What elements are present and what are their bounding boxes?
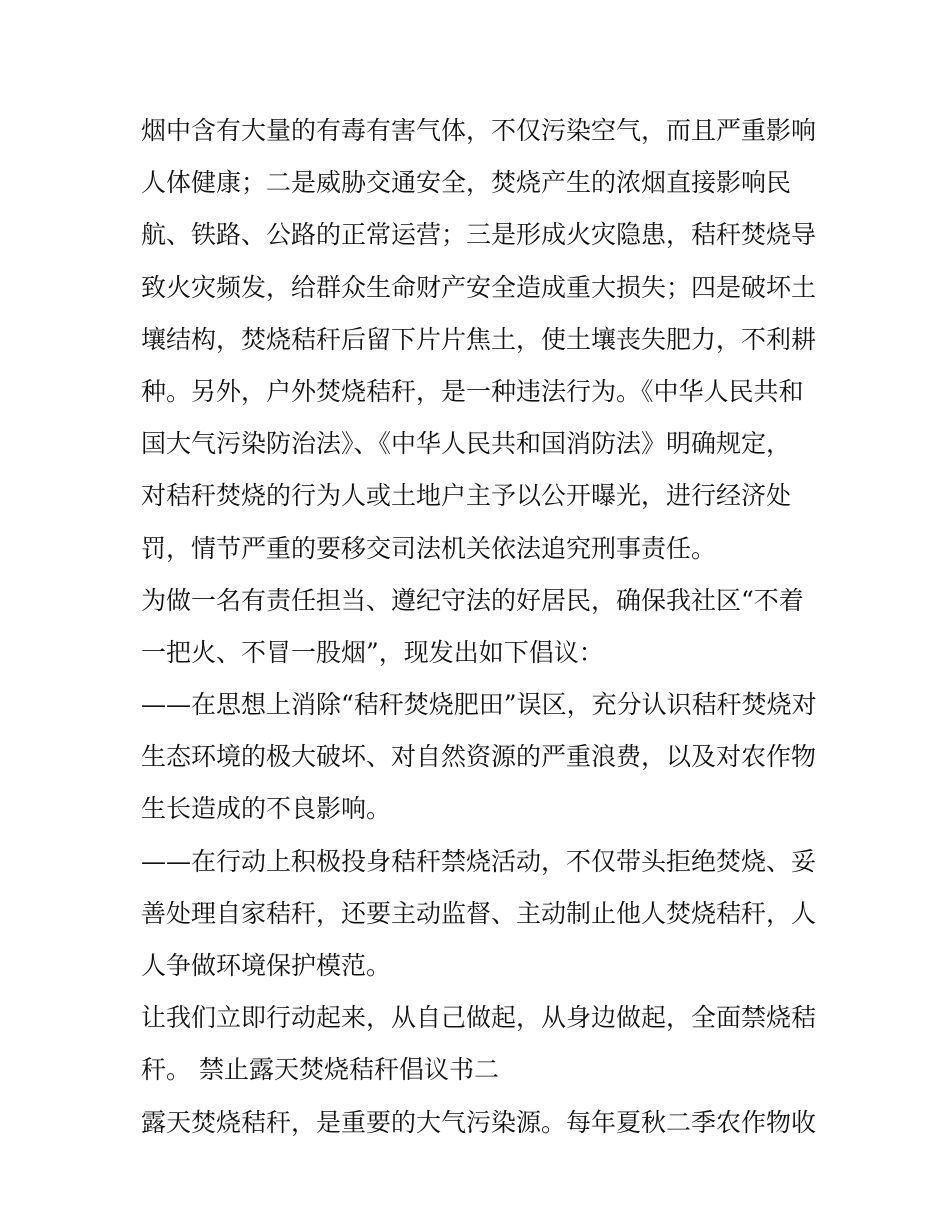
text-line: 生态环境的极大破坏、对自然资源的严重浪费，以及对农作物	[141, 742, 817, 772]
text-line: 为做一名有责任担当、遵纪守法的好居民，确保我社区“不着	[141, 585, 804, 615]
text-line: 壤结构，焚烧秸秆后留下片片焦土，使土壤丧失肥力，不利耕	[141, 324, 817, 354]
document-body	[141, 105, 821, 1149]
text-line: 国大气污染防治法》、《中华人民共和国消防法》明确规定，	[141, 429, 792, 459]
text-line: 人体健康；二是威胁交通安全，焚烧产生的浓烟直接影响民	[141, 168, 792, 198]
text-line: 种。另外，户外焚烧秸秆，是一种违法行为。《中华人民共和	[141, 376, 804, 406]
text-line: 善处理自家秸秆，还要主动监督、主动制止他人焚烧秸秆，人	[141, 898, 817, 928]
text-line: ——在思想上消除“秸秆焚烧肥田”误区，充分认识秸秆焚烧对	[141, 690, 817, 720]
text-line: 致火灾频发，给群众生命财产安全造成重大损失；四是破坏土	[141, 272, 817, 302]
text-line: 生长造成的不良影响。	[141, 794, 392, 824]
text-line: 秆。 禁止露天焚烧秸秆倡议书二	[141, 1055, 499, 1085]
text-line: 人争做环境保护模范。	[141, 951, 392, 980]
text-line: ——在行动上积极投身秸秆禁烧活动，不仅带头拒绝焚烧、妥	[141, 846, 817, 876]
text-line: 让我们立即行动起来，从自己做起，从身边做起，全面禁烧秸	[141, 1003, 817, 1033]
text-line: 一把火、不冒一股烟”，现发出如下倡议：	[141, 637, 604, 667]
text-line: 烟中含有大量的有毒有害气体，不仅污染空气，而且严重影响	[141, 116, 817, 145]
text-line: 航、铁路、公路的正常运营；三是形成火灾隐患，秸秆焚烧导	[141, 220, 817, 250]
text-line: 对秸秆焚烧的行为人或土地户主予以公开曝光，进行经济处	[141, 481, 792, 511]
text-line: 罚，情节严重的要移交司法机关依法追究刑事责任。	[141, 533, 717, 563]
text-line: 露天焚烧秸秆，是重要的大气污染源。每年夏秋二季农作物收	[141, 1107, 817, 1137]
